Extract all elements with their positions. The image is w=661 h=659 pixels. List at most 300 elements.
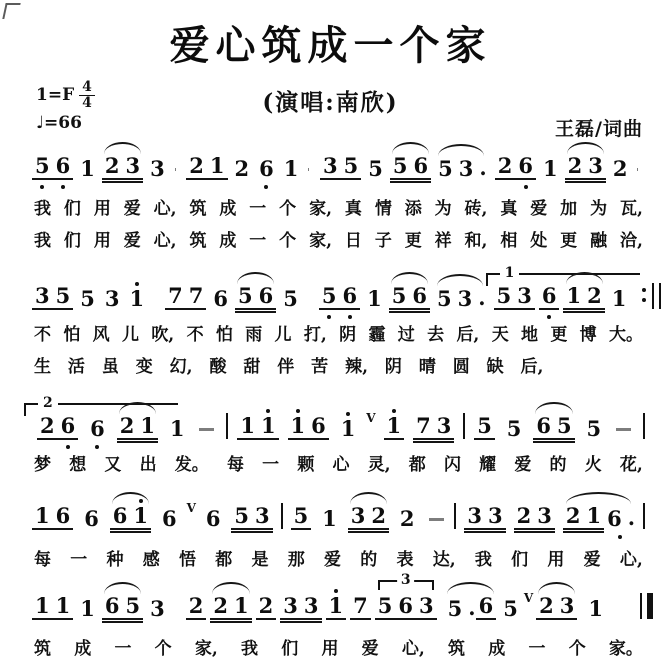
lyric-syllable: 活	[68, 352, 85, 377]
note-digit	[584, 418, 605, 440]
lyric-syllable: 爱	[530, 194, 547, 219]
note-digit	[604, 507, 635, 530]
lyrics-row	[30, 545, 647, 570]
note-digit-text: 6	[476, 595, 497, 620]
note-digit-text: 6	[53, 505, 74, 530]
barline	[643, 413, 645, 439]
note-digit	[565, 155, 586, 180]
note-digit	[413, 415, 434, 440]
lyric-syllable: 筑	[34, 634, 51, 659]
note-digit	[539, 285, 560, 310]
note-row	[30, 500, 647, 530]
lyric-syllable: 去	[427, 320, 444, 345]
lyric-syllable: 成	[74, 634, 91, 659]
note-digit-text: 1	[540, 158, 561, 180]
repeat-dots	[642, 288, 646, 302]
lyric-syllable: 后,	[521, 352, 544, 377]
note-digit-text: 5	[494, 285, 515, 310]
note-digit	[81, 508, 102, 530]
lyric-syllable: 儿	[122, 320, 139, 345]
lyric-syllable: 我	[475, 545, 492, 570]
note-digit-text: 3	[147, 598, 168, 620]
note-digit	[53, 285, 74, 310]
note-digit	[584, 285, 605, 310]
lyric-syllable: 博	[580, 320, 597, 345]
note-digit	[456, 157, 487, 180]
lyric-syllable: 缺	[487, 352, 504, 377]
note-digit	[557, 595, 578, 620]
note-digit	[53, 595, 74, 620]
beam-group	[464, 505, 505, 530]
note-digit	[123, 155, 144, 180]
augmentation-dot: .	[628, 507, 635, 528]
note-digit	[435, 158, 456, 180]
note-digit-text: 6	[395, 595, 416, 620]
note-digit-text: 5	[434, 288, 455, 310]
lyric-syllable: 融	[590, 226, 607, 251]
lyric-syllable: 家。	[609, 634, 643, 659]
note-digit-text: 1	[258, 415, 279, 440]
lyric-syllable: 们	[281, 634, 298, 659]
breath-mark-icon: V	[524, 591, 533, 605]
note-digit	[288, 415, 309, 440]
lyric-syllable: 颗	[297, 450, 314, 475]
augmentation-dot: .	[479, 157, 486, 178]
note-digit-text: 1	[53, 595, 74, 620]
note-digit	[256, 595, 277, 620]
song-title: 爱心筑成一个家	[0, 14, 661, 71]
note-digit	[434, 415, 455, 440]
lyric-syllable: 和,	[465, 226, 488, 251]
sustain-dash	[199, 428, 214, 431]
note-digit	[320, 155, 341, 180]
lyric-syllable: 一	[114, 634, 131, 659]
lyric-syllable: 悟	[179, 545, 196, 570]
beam-group	[495, 155, 536, 180]
note-digit	[280, 288, 301, 310]
note-digit-text: 6	[159, 508, 180, 530]
lyric-syllable: 种	[107, 545, 124, 570]
note-digit-text: 3	[123, 155, 144, 180]
lyric-syllable: 大。	[609, 320, 643, 345]
note-digit-text: 2	[584, 285, 605, 310]
time-signature-numerator: 4	[79, 80, 95, 96]
lyric-syllable: 更	[550, 320, 567, 345]
note-digit-text: 2	[256, 595, 277, 620]
note-digit	[102, 288, 123, 310]
sheet-header	[0, 0, 661, 150]
note-digit	[455, 287, 486, 310]
note-digit-text: 1	[338, 418, 359, 440]
note-digit	[32, 595, 53, 620]
octave-dot-high	[392, 409, 396, 413]
lyric-syllable: 子	[375, 226, 392, 251]
note-digit-text: 1	[127, 288, 148, 310]
lyric-syllable: 成	[219, 194, 236, 219]
note-digit-text: 3	[32, 285, 53, 310]
beam-group	[186, 155, 227, 180]
lyric-syllable: 更	[560, 226, 577, 251]
note-digit-text: 3	[102, 288, 123, 310]
lyric-syllable: 爱	[324, 545, 341, 570]
lyric-syllable: 不	[187, 320, 204, 345]
note-digit-text: 3	[252, 505, 273, 530]
note-digit	[536, 595, 557, 620]
ending-number: 1	[500, 265, 520, 281]
lyric-syllable: 筑	[189, 194, 206, 219]
slur-group	[110, 505, 151, 530]
slur-group	[389, 285, 430, 310]
octave-dot-low	[618, 535, 622, 539]
lyric-syllable: 怕	[63, 320, 80, 345]
note-digit-text: 7	[165, 285, 186, 310]
note-digit	[445, 597, 476, 620]
note-digit	[365, 158, 386, 180]
note-digit	[186, 595, 207, 620]
lyric-syllable: 都	[215, 545, 232, 570]
note-digit-text: 5	[390, 155, 411, 180]
note-digit	[280, 595, 301, 620]
note-digit-text: 1	[231, 595, 252, 620]
note-digit-text: 6	[515, 155, 536, 180]
note-digit	[500, 598, 521, 620]
note-digit	[256, 285, 277, 310]
note-digit-text: 2	[536, 595, 557, 620]
thin-barline	[640, 593, 642, 619]
note-digit	[348, 505, 369, 530]
beam-group	[37, 415, 78, 440]
note-digit-text: 6	[604, 508, 625, 530]
lyric-syllable: 祥	[435, 226, 452, 251]
lyric-syllable: 闪	[444, 450, 461, 475]
note-digit-text: 1	[207, 155, 228, 180]
lyric-syllable: 成	[488, 634, 505, 659]
lyric-syllable: 个	[279, 194, 296, 219]
note-digit-text: 1	[585, 598, 606, 620]
note-digit-text: 1	[32, 505, 53, 530]
note-digit-text: 3	[147, 158, 168, 180]
note-digit	[165, 285, 186, 310]
note-digit-text: 5	[435, 158, 456, 180]
octave-dot-high	[266, 409, 270, 413]
lyric-syllable: 怕	[216, 320, 233, 345]
note-digit	[87, 418, 108, 440]
lyric-syllable: 一	[262, 450, 279, 475]
lyric-syllable: 为	[435, 194, 452, 219]
note-digit	[390, 155, 411, 180]
note-digit	[258, 415, 279, 440]
slur-group	[235, 285, 276, 310]
note-digit-text: 5	[319, 285, 340, 310]
lyric-syllable: 的	[550, 450, 567, 475]
note-digit	[540, 158, 561, 180]
note-digit	[102, 155, 123, 180]
note-digit-text: 6	[58, 415, 79, 440]
note-digit-text: 2	[186, 155, 207, 180]
note-digit	[375, 595, 396, 620]
lyric-syllable: 的	[360, 545, 377, 570]
lyric-syllable: 真	[500, 194, 517, 219]
lyrics-row	[30, 352, 647, 377]
note-digit	[395, 595, 416, 620]
note-digit-text: 2	[210, 595, 231, 620]
note-digit-text: 3	[434, 415, 455, 440]
slur-group	[102, 155, 143, 180]
barline	[281, 503, 283, 529]
lyric-syllable: 一	[70, 545, 87, 570]
beam-group	[320, 155, 361, 180]
lyric-syllable: 花,	[620, 450, 643, 475]
note-digit-text: 5	[504, 418, 525, 440]
note-digit-text: 5	[474, 415, 495, 440]
note-digit	[53, 155, 74, 180]
note-digit-text: 2	[397, 508, 418, 530]
note-digit	[504, 418, 525, 440]
final-barline	[638, 593, 653, 620]
note-digit-text: 5	[445, 598, 466, 620]
lyric-syllable: 每	[34, 545, 51, 570]
note-digit	[281, 158, 302, 180]
note-digit-text: 5	[584, 418, 605, 440]
note-digit-text: 3	[585, 155, 606, 180]
slur-group	[434, 287, 486, 310]
lyric-syllable: 们	[64, 194, 81, 219]
lyric-syllable: 灵,	[368, 450, 391, 475]
lyric-syllable: 吹,	[151, 320, 174, 345]
composer-credit: 王磊/词曲	[555, 114, 643, 141]
note-digit	[563, 505, 584, 530]
notation-line-2	[30, 280, 647, 377]
note-digit-text: 3	[456, 158, 477, 180]
note-digit-text: 2	[37, 415, 58, 440]
note-digit-text: 1	[326, 595, 347, 620]
notation-line-4	[30, 500, 647, 570]
lyric-syllable: 晴	[419, 352, 436, 377]
note-digit	[534, 505, 555, 530]
lyric-syllable: 一	[249, 226, 266, 251]
note-digit	[58, 415, 79, 440]
lyric-syllable: 成	[219, 226, 236, 251]
octave-dot-low	[264, 185, 268, 189]
beam-group	[231, 505, 272, 530]
lyric-syllable: 我	[34, 194, 51, 219]
note-digit	[464, 505, 485, 530]
octave-dot-low	[66, 445, 70, 449]
note-digit-text: 5	[375, 595, 396, 620]
note-digit-text: 3	[301, 595, 322, 620]
note-digit-text: 1	[77, 598, 98, 620]
note-digit-text: 6	[110, 505, 131, 530]
slur-group	[565, 155, 606, 180]
note-digit-text: 5	[365, 158, 386, 180]
lyric-syllable: 达,	[433, 545, 456, 570]
note-digit-text: 6	[210, 288, 231, 310]
augmentation-dot: .	[478, 287, 485, 308]
key-label: 1=F	[36, 85, 74, 105]
lyric-syllable: 儿	[275, 320, 292, 345]
note-digit-text: 1	[237, 415, 258, 440]
beam-group	[165, 285, 206, 310]
note-digit	[319, 508, 340, 530]
note-digit-text: 1	[319, 508, 340, 530]
key-signature	[36, 80, 95, 110]
lyric-syllable: 生	[34, 352, 51, 377]
octave-dot-high	[346, 412, 350, 416]
beam-group	[32, 155, 73, 180]
note-digit-text: 3	[534, 505, 555, 530]
note-digit-text: 2	[117, 415, 138, 440]
note-digit	[32, 505, 53, 530]
note-digit-text: 7	[413, 415, 434, 440]
lyric-syllable: 每	[227, 450, 244, 475]
octave-dot-high	[135, 282, 139, 286]
lyric-syllable: 酸	[209, 352, 226, 377]
note-digit-text: 2	[495, 155, 516, 180]
note-digit	[252, 505, 273, 530]
lyric-syllable: 我	[241, 634, 258, 659]
note-digit-text: 2	[610, 158, 631, 180]
note-digit-text: 6	[81, 508, 102, 530]
note-digit	[77, 288, 98, 310]
beam-group	[32, 285, 73, 310]
lyric-syllable: 爱	[584, 545, 601, 570]
note-digit-text: 2	[563, 505, 584, 530]
note-digit-text: 6	[256, 285, 277, 310]
lyric-syllable: 心,	[402, 634, 425, 659]
note-digit	[210, 288, 231, 310]
lyric-syllable: 过	[398, 320, 415, 345]
lyric-syllable: 火	[585, 450, 602, 475]
octave-dot-high	[334, 589, 338, 593]
note-digit	[32, 285, 53, 310]
note-digit-text: 6	[308, 415, 329, 440]
note-digit	[350, 595, 371, 620]
note-digit-text: 5	[235, 285, 256, 310]
lyric-syllable: 甜	[243, 352, 260, 377]
note-digit-text: 2	[368, 505, 389, 530]
barline	[643, 503, 645, 529]
lyric-syllable: 是	[252, 545, 269, 570]
note-digit-text: 6	[539, 285, 560, 310]
note-row	[30, 590, 647, 620]
lyric-syllable: 用	[547, 545, 564, 570]
lyric-syllable: 梦	[34, 450, 51, 475]
note-digit	[338, 418, 359, 440]
lyric-syllable: 用	[321, 634, 338, 659]
lyrics-row	[30, 634, 647, 659]
note-digit	[341, 155, 362, 180]
beam-group	[32, 505, 73, 530]
lyric-syllable: 霾	[368, 320, 385, 345]
note-digit	[231, 595, 252, 620]
lyric-syllable: 爱	[514, 450, 531, 475]
slur-group	[117, 415, 158, 440]
lyric-syllable: 家,	[309, 194, 332, 219]
note-digit-text: 1	[288, 415, 309, 440]
sustain-dash	[429, 518, 444, 521]
lyric-syllable: 为	[590, 194, 607, 219]
lyric-syllable: 伴	[277, 352, 294, 377]
slur-group	[102, 595, 143, 620]
lyric-syllable: 日	[345, 226, 362, 251]
lyric-syllable: 个	[569, 634, 586, 659]
lyric-syllable: 出	[140, 450, 157, 475]
notation-line-3	[30, 410, 647, 475]
barline	[226, 413, 228, 439]
lyric-syllable: 家,	[195, 634, 218, 659]
lyric-syllable: 心,	[154, 226, 177, 251]
note-digit-text: 5	[231, 505, 252, 530]
note-digit-text: 6	[102, 595, 123, 620]
note-digit	[389, 285, 410, 310]
notation-line-1	[30, 150, 647, 251]
note-digit-text: 6	[203, 508, 224, 530]
note-digit-text: 6	[410, 155, 431, 180]
note-digit	[610, 158, 631, 180]
note-digit	[515, 155, 536, 180]
beam-group	[32, 595, 73, 620]
lyric-syllable: 情	[375, 194, 392, 219]
lyric-syllable: 用	[94, 194, 111, 219]
lyric-syllable: 一	[528, 634, 545, 659]
note-digit	[514, 505, 535, 530]
note-digit-text: 1	[32, 595, 53, 620]
note-digit	[231, 505, 252, 530]
note-digit	[495, 155, 516, 180]
note-digit	[554, 415, 575, 440]
lyric-syllable: 家,	[309, 226, 332, 251]
slur-group	[390, 155, 431, 180]
note-digit-text: 3	[464, 505, 485, 530]
note-digit	[102, 595, 123, 620]
lyric-syllable: 不	[34, 320, 51, 345]
lyric-syllable: 表	[397, 545, 414, 570]
note-digit	[256, 158, 277, 180]
note-digit	[37, 415, 58, 440]
note-digit-text: 7	[186, 285, 207, 310]
note-digit-text: 3	[455, 288, 476, 310]
note-digit	[326, 595, 347, 620]
lyric-syllable: 瓦,	[620, 194, 643, 219]
time-signature	[79, 80, 95, 110]
lyric-syllable: 爱	[124, 226, 141, 251]
note-digit-text: 3	[485, 505, 506, 530]
lyric-syllable: 一	[249, 194, 266, 219]
lyric-syllable: 心,	[620, 545, 643, 570]
lyric-syllable: 雨	[245, 320, 262, 345]
note-digit	[308, 415, 329, 440]
note-digit-text: 1	[137, 415, 158, 440]
note-digit-text: 2	[186, 595, 207, 620]
lyric-syllable: 都	[409, 450, 426, 475]
lyric-syllable: 风	[93, 320, 110, 345]
tempo-marking: ♩=66	[36, 113, 82, 133]
note-digit-text: 6	[533, 415, 554, 440]
breath-mark-icon: V	[366, 411, 375, 425]
lyric-syllable: 个	[279, 226, 296, 251]
note-digit-text: 5	[32, 155, 53, 180]
lyrics-row	[30, 450, 647, 475]
note-digit-text: 1	[130, 505, 151, 530]
octave-dot-low	[95, 445, 99, 449]
note-digit	[147, 598, 168, 620]
lyric-syllable: 虽	[102, 352, 119, 377]
lyric-syllable: 后,	[456, 320, 479, 345]
beam-group	[413, 415, 454, 440]
sustain-dash	[616, 428, 631, 431]
octave-dot-low	[524, 185, 528, 189]
note-digit	[397, 508, 418, 530]
